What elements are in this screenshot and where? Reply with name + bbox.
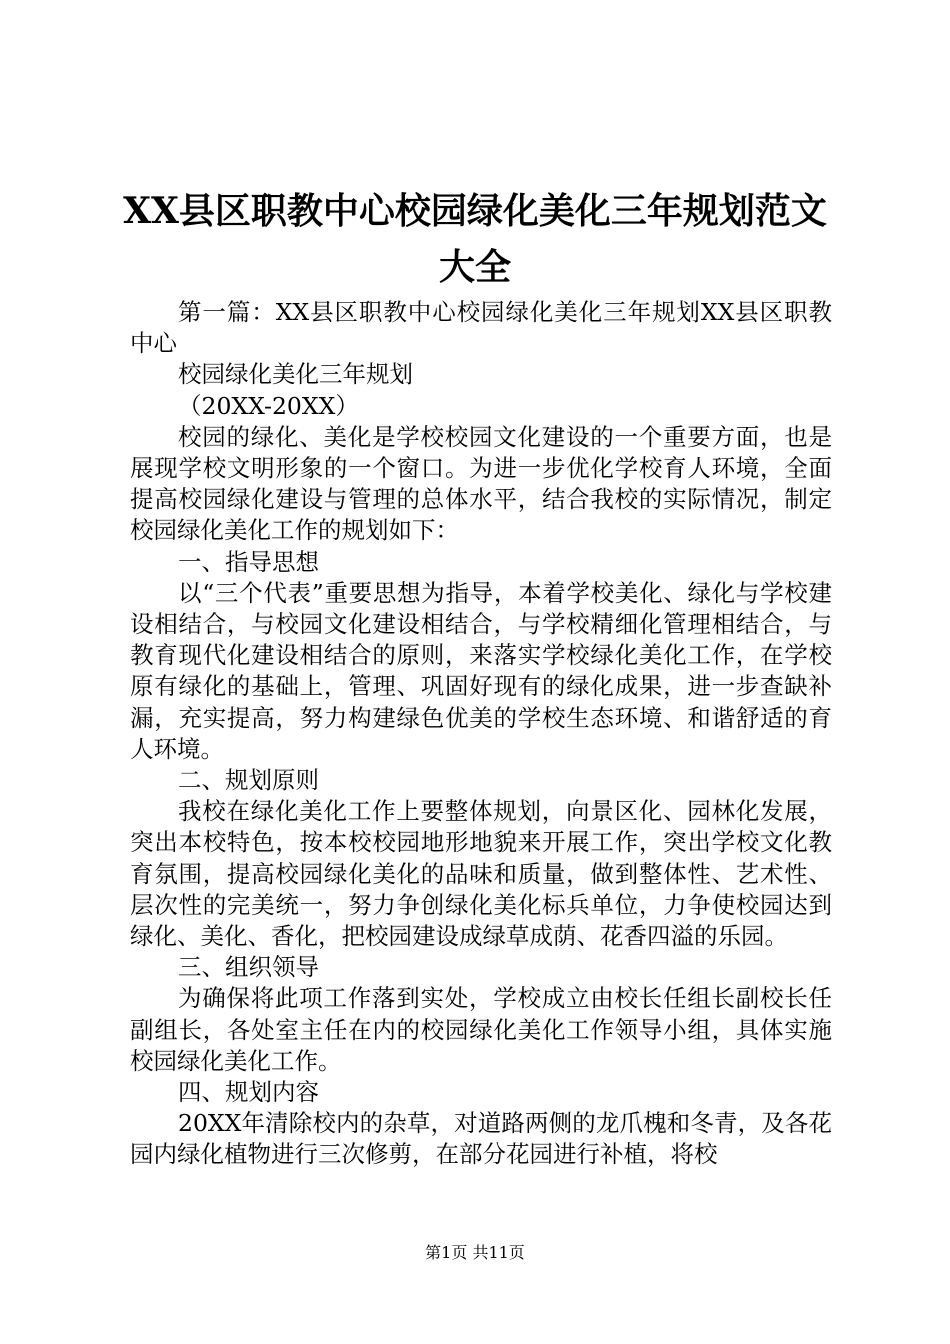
paragraph-1: 第一篇：XX县区职教中心校园绿化美化三年规划XX县区职教中心	[130, 298, 832, 358]
paragraph-3: （20XX-20XX）	[178, 391, 359, 420]
title-line-1: XX县区职教中心校园绿化美化三年规划范文	[123, 190, 827, 232]
paragraph-8: 20XX年清除校内的杂草，对道路两侧的龙爪槐和冬青，及各花园内绿化植物进行三次修剪，在部分花园进行补植，将校	[130, 1109, 832, 1169]
document-title	[120, 183, 830, 295]
paragraph-7: 为确保将此项工作落到实处，学校成立由校长任组长副校长任副组长，各处室主任在内的校园绿化美化工作领导小组，具体实施校园绿化美化工作。	[130, 984, 832, 1075]
section-heading-3: 三、组织领导	[178, 953, 319, 982]
page-footer: 第1页 共11页	[425, 1243, 525, 1262]
paragraph-5: 以“三个代表”重要思想为指导，本着学校美化、绿化与学校建设相结合，与校园文化建设相结合，与学校精细化管理相结合，与教育现代化建设相结合的原则，来落实学校绿化美化工作，在学校原有绿化的基础上，管理、巩固好现有的绿化成果，进一步查缺补漏，充实提高，努力构建绿色优美的学校生态环境、和谐舒适的育人环境。	[130, 578, 832, 763]
paragraph-4: 校园的绿化、美化是学校校园文化建设的一个重要方面，也是展现学校文明形象的一个窗口。为进一步优化学校育人环境，全面提高校园绿化建设与管理的总体水平，结合我校的实际情况，制定校园绿化美化工作的规划如下：	[130, 422, 832, 545]
document-body	[130, 297, 832, 1171]
section-heading-1: 一、指导思想	[178, 547, 319, 576]
section-heading-2: 二、规划原则	[178, 766, 319, 795]
paragraph-2: 校园绿化美化三年规划	[178, 360, 413, 389]
title-line-2: 大全	[438, 246, 511, 288]
paragraph-6: 我校在绿化美化工作上要整体规划，向景区化、园林化发展，突出本校特色，按本校校园地形地貌来开展工作，突出学校文化教育氛围，提高校园绿化美化的品味和质量，做到整体性、艺术性、层次性的完美统一，努力争创绿化美化标兵单位，力争使校园达到绿化、美化、香化，把校园建设成绿草成荫、花香四溢的乐园。	[130, 797, 832, 951]
section-heading-4: 四、规划内容	[178, 1078, 319, 1107]
